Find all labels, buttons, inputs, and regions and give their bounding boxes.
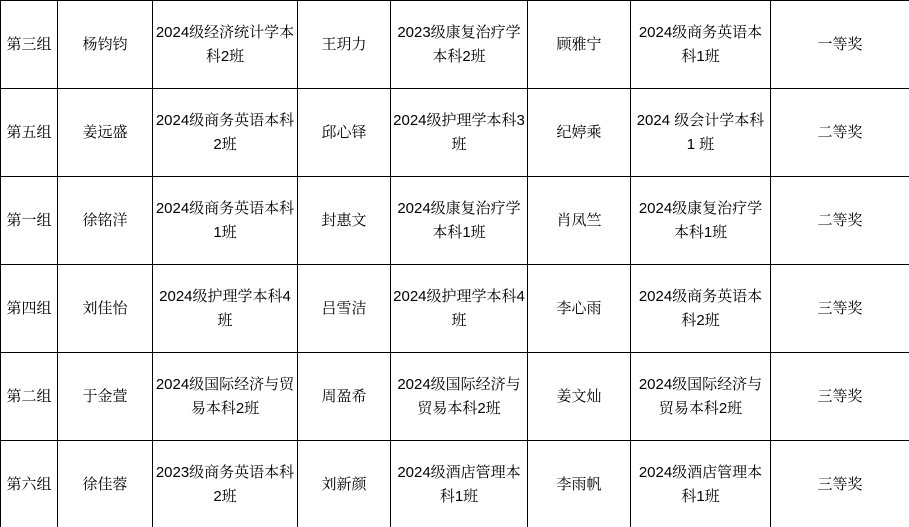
table-row [1,353,909,441]
group-cell: 第三组 [1,1,58,89]
award-cell: 一等奖 [771,1,909,89]
student-name-cell: 刘佳怡 [58,265,153,353]
class-cell: 2023级商务英语本科2班 [153,441,298,527]
class-cell: 2024级康复治疗学本科1班 [391,177,528,265]
table-row [1,265,909,353]
student-name-cell: 姜文灿 [528,353,631,441]
table-row [1,177,909,265]
group-cell: 第六组 [1,441,58,527]
student-name-cell: 徐佳蓉 [58,441,153,527]
class-cell: 2023级康复治疗学本科2班 [391,1,528,89]
student-name-cell: 纪婷乘 [528,89,631,177]
student-name-cell: 王玥力 [298,1,391,89]
class-cell: 2024级国际经济与贸易本科2班 [631,353,771,441]
group-cell: 第二组 [1,353,58,441]
student-name-cell: 姜远盛 [58,89,153,177]
class-cell: 2024级国际经济与贸易本科2班 [391,353,528,441]
group-cell: 第四组 [1,265,58,353]
award-cell: 二等奖 [771,89,909,177]
table-row [1,441,909,527]
class-cell: 2024级护理学本科3班 [391,89,528,177]
student-name-cell: 邱心铎 [298,89,391,177]
student-name-cell: 顾雅宁 [528,1,631,89]
table-row [1,89,909,177]
class-cell: 2024 级会计学本科 1 班 [631,89,771,177]
student-name-cell: 刘新颜 [298,441,391,527]
table-row [1,1,909,89]
class-cell: 2024级经济统计学本科2班 [153,1,298,89]
student-name-cell: 肖凤竺 [528,177,631,265]
student-name-cell: 吕雪洁 [298,265,391,353]
student-name-cell: 周盈希 [298,353,391,441]
student-name-cell: 于金萱 [58,353,153,441]
student-name-cell: 李心雨 [528,265,631,353]
class-cell: 2024级国际经济与贸易本科2班 [153,353,298,441]
student-name-cell: 杨钧钧 [58,1,153,89]
student-name-cell: 李雨帆 [528,441,631,527]
student-name-cell: 封惠文 [298,177,391,265]
class-cell: 2024级护理学本科4班 [391,265,528,353]
award-cell: 三等奖 [771,353,909,441]
student-name-cell: 徐铭洋 [58,177,153,265]
class-cell: 2024级酒店管理本科1班 [631,441,771,527]
class-cell: 2024级康复治疗学本科1班 [631,177,771,265]
group-cell: 第一组 [1,177,58,265]
class-cell: 2024级护理学本科4班 [153,265,298,353]
class-cell: 2024级商务英语本科2班 [153,89,298,177]
class-cell: 2024级商务英语本科2班 [631,265,771,353]
group-cell: 第五组 [1,89,58,177]
award-cell: 二等奖 [771,177,909,265]
class-cell: 2024级商务英语本科1班 [631,1,771,89]
class-cell: 2024级酒店管理本科1班 [391,441,528,527]
class-cell: 2024级商务英语本科1班 [153,177,298,265]
award-cell: 三等奖 [771,441,909,527]
award-cell: 三等奖 [771,265,909,353]
